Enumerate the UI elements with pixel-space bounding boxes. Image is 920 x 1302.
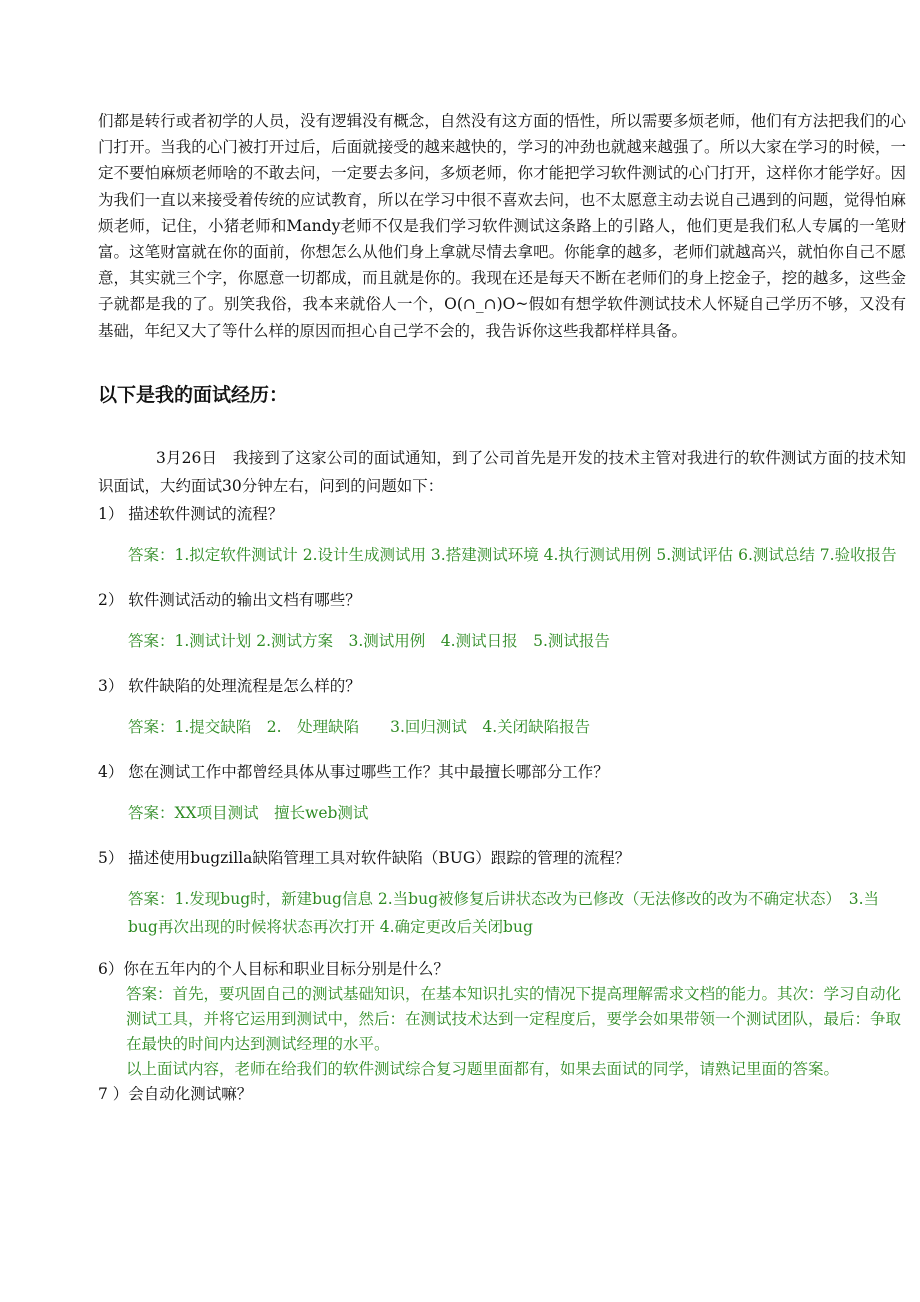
answer-2: 答案：1.测试计划 2.测试方案 3.测试用例 4.测试日报 5.测试报告 <box>128 631 610 650</box>
qa-item-3 <box>98 672 906 741</box>
answer-6: 答案：首先，要巩固自己的测试基础知识，在基本知识扎实的情况下提高理解需求文档的能力。其次：学习自动化测试工具，并将它运用到测试中，然后：在测试技术达到一定程度后，要学会如果带领一个测试团队，最后：争取在最快的时间内达到测试经理的水平。 <box>126 984 902 1053</box>
question-3: 3） 软件缺陷的处理流程是怎么样的？ <box>98 676 361 695</box>
answer-5: 答案：1.发现bug时，新建bug信息 2.当bug被修复后讲状态改为已修改（无法修改的改为不确定状态） 3.当bug再次出现的时候将状态再次打开 4.确定更改后关闭bug <box>128 889 880 936</box>
answer-3: 答案：1.提交缺陷 2. 处理缺陷 3.回归测试 4.关闭缺陷报告 <box>128 717 591 736</box>
question-1: 1） 描述软件测试的流程？ <box>98 504 284 523</box>
question-2: 2） 软件测试活动的输出文档有哪些？ <box>98 590 361 609</box>
interview-date-paragraph: 3月26日 我接到了这家公司的面试通知，到了公司首先是开发的技术主管对我进行的软件测试方面的技术知识面试，大约面试30分钟左右，问到的问题如下： <box>98 448 906 495</box>
question-6: 6）你在五年内的个人目标和职业目标分别是什么？ <box>98 959 449 978</box>
question-4: 4） 您在测试工作中都曾经具体从事过哪些工作？其中最擅长哪部分工作？ <box>98 762 609 781</box>
qa-item-2 <box>98 586 906 655</box>
qa-item-1 <box>98 500 906 569</box>
answer-6-note: 以上面试内容，老师在给我们的软件测试综合复习题里面都有，如果去面试的同学，请熟记里面的答案。 <box>126 1059 840 1078</box>
qa-item-5 <box>98 844 906 941</box>
section-heading: 以下是我的面试经历： <box>98 383 289 406</box>
qa-item-4 <box>98 758 906 827</box>
question-5: 5） 描述使用bugzilla缺陷管理工具对软件缺陷（BUG）跟踪的管理的流程？ <box>98 848 631 867</box>
question-7: 7 ）会自动化测试嘛？ <box>98 1084 253 1103</box>
answer-4: 答案：XX项目测试 擅长web测试 <box>128 803 369 822</box>
intro-paragraph: 们都是转行或者初学的人员，没有逻辑没有概念，自然没有这方面的悟性，所以需要多烦老师，他们有方法把我们的心门打开。当我的心门被打开过后，后面就接受的越来越快的，学习的冲劲也就越来越强了。所以大家在学习的时候，一定不要怕麻烦老师啥的不敢去问，一定要去多问，多烦老师，你才能把学习软件测试的心门打开，这样你才能学好。因为我们一直以来接受着传统的应试教育，所以在学习中很不喜欢去问，也不太愿意主动去说自己遇到的问题，觉得怕麻烦老师，记住，小猪老师和Mandy老师不仅是我们学习软件测试这条路上的引路人，他们更是我们私人专属的一笔财富。这笔财富就在你的面前，你想怎么从他们身上拿就尽情去拿吧。你能拿的越多，老师们就越高兴，就怕你自己不愿意，其实就三个字，你愿意一切都成，而且就是你的。我现在还是每天不断在老师们的身上挖金子，挖的越多，这些金子就都是我的了。别笑我俗，我本来就俗人一个，O(∩_∩)O~假如有想学软件测试技术人怀疑自己学历不够，又没有基础，年纪又大了等什么样的原因而担心自己学不会的，我告诉你这些我都样样具备。 <box>98 112 906 340</box>
answer-1: 答案：1.拟定软件测试计 2.设计生成测试用 3.搭建测试环境 4.执行测试用例 5.测试评估 6.测试总结 7.验收报告 <box>128 545 897 564</box>
qa-item-6 <box>98 957 906 1107</box>
document-page <box>98 108 906 1107</box>
